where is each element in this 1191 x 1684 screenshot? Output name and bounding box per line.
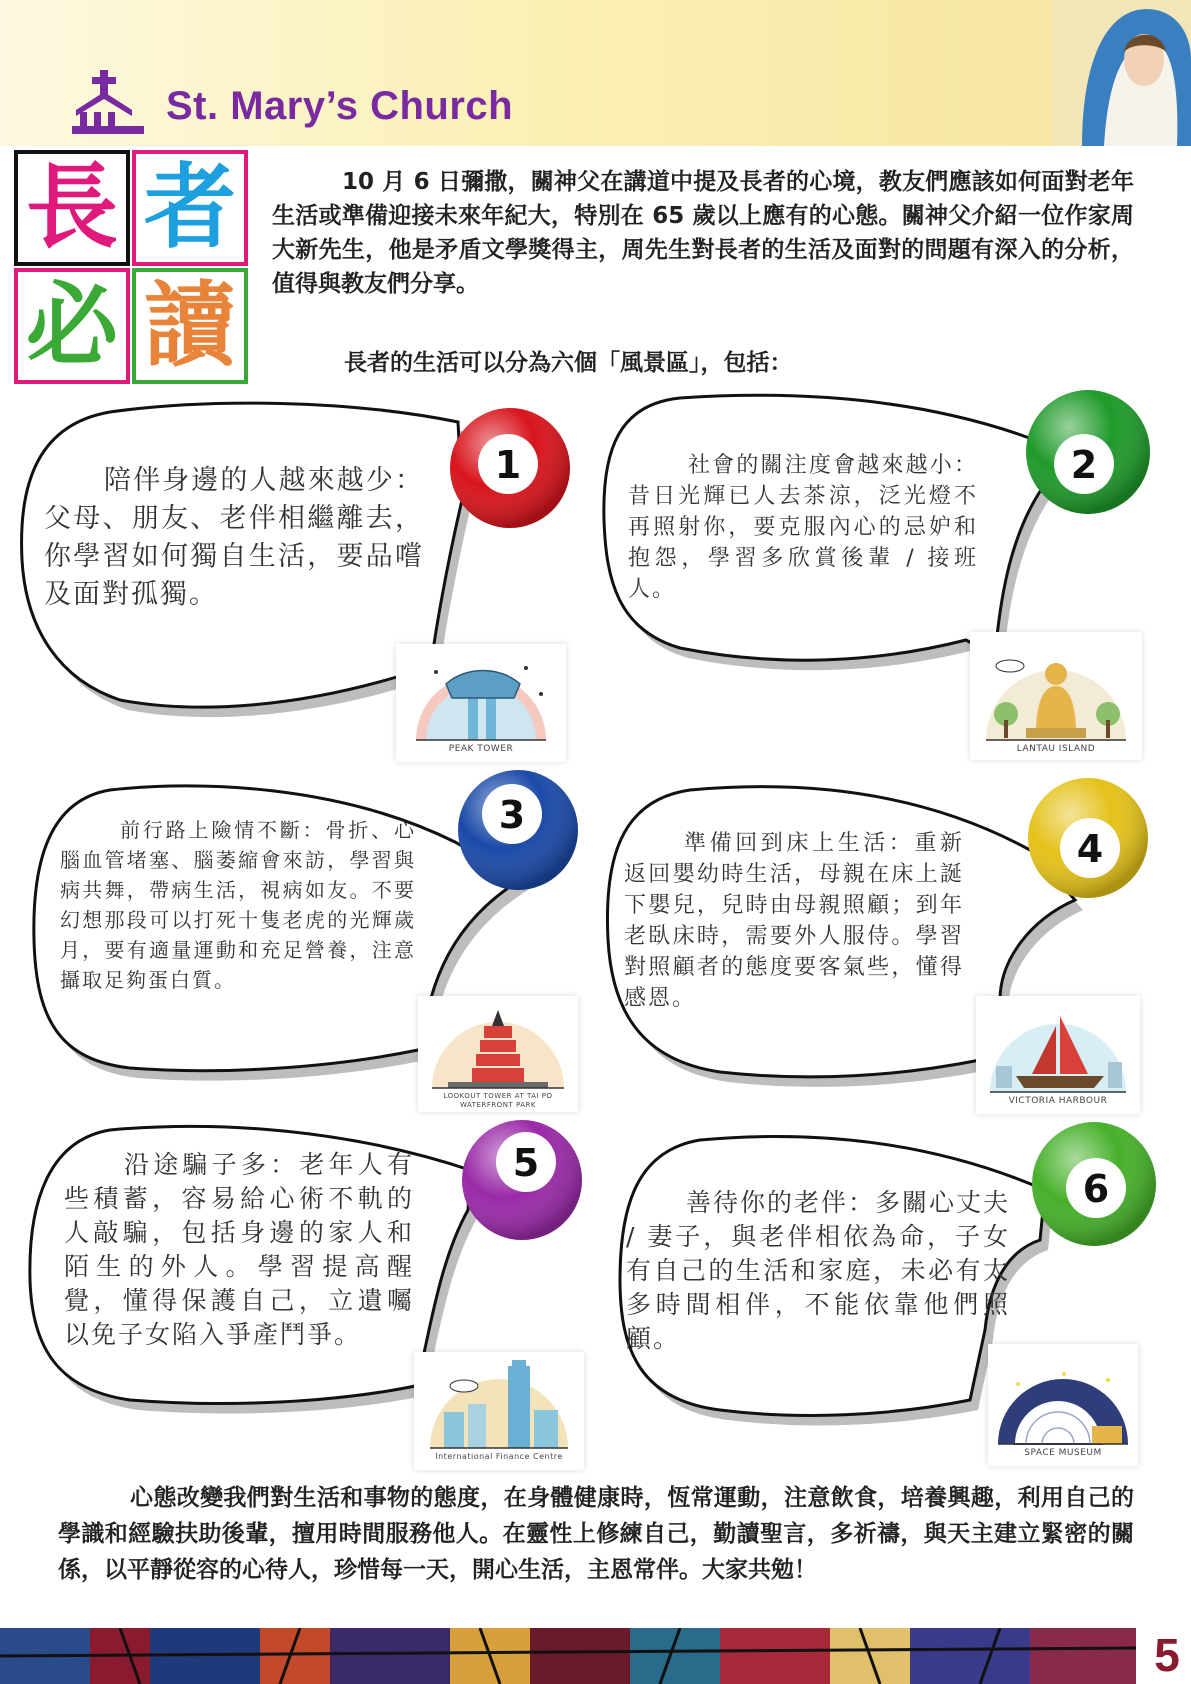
landmark-card-1 xyxy=(396,644,566,762)
lottery-ball-1 xyxy=(450,408,570,528)
page-number: 5 xyxy=(1154,1629,1180,1681)
church-name: St. Mary’s Church xyxy=(166,84,514,128)
section-subhead: 長者的生活可以分為六個「風景區」，包括： xyxy=(344,350,793,376)
title-char-4: 讀 xyxy=(132,268,248,384)
section-2-text: 社會的關注度會越來越小：昔日光輝已人去茶涼，泛光燈不再照射你，要克服內心的忌妒和抱怨，學習多欣賞後輩 / 接班人。 xyxy=(628,453,978,602)
lottery-ball-4 xyxy=(1028,778,1148,898)
lottery-ball-5 xyxy=(462,1120,582,1240)
lottery-ball-3 xyxy=(458,770,578,890)
big-buddha-icon xyxy=(970,632,1142,760)
landmark-card-4 xyxy=(976,996,1140,1114)
svg-text:3: 3 xyxy=(498,793,526,837)
closing-paragraph xyxy=(58,1480,1134,1588)
intro-text: 10 月 6 日彌撒，關神父在講道中提及長者的心境，教友們應該如何面對老年生活或準備迎接未來年紀大，特別在 65 歲以上應有的心態。關神父介紹一位作家周大新先生，他是矛盾文學獎得主，周先生對長者的生活及面對的問題有深入的分析，值得與教友們分享。 xyxy=(272,169,1134,297)
svg-text:1: 1 xyxy=(494,443,522,487)
svg-text:5: 5 xyxy=(512,1141,540,1185)
svg-text:2: 2 xyxy=(1070,443,1098,487)
landmark-label-3: LOOKOUT TOWER AT TAI PO WATERFRONT PARK xyxy=(443,1092,553,1109)
landmark-label-1: PEAK TOWER xyxy=(448,744,514,754)
landmark-label-5: International Finance Centre xyxy=(435,1452,563,1461)
landmark-label-2: LANTAU ISLAND xyxy=(1016,744,1096,754)
landmark-card-3 xyxy=(418,996,578,1112)
svg-text:6: 6 xyxy=(1082,1167,1110,1211)
lottery-ball-6 xyxy=(1032,1122,1156,1246)
closing-text: 心態改變我們對生活和事物的態度，在身體健康時，恆常運動，注意飲食，培養興趣，利用自己的學識和經驗扶助後輩，擅用時間服務他人。在靈性上修練自己，勤讀聖言，多祈禱，與天主建立緊密的關係，以平靜從容的心待人，珍惜每一天，開心生活，主恩常伴。大家共勉！ xyxy=(58,1485,1134,1583)
lottery-ball-2 xyxy=(1026,390,1150,514)
landmark-card-2 xyxy=(970,632,1142,760)
section-3-text: 前行路上險情不斷：骨折、心腦血管堵塞、腦萎縮會來訪，學習與病共舞，帶病生活，視病如友。不要幻想那段可以打死十隻老虎的光輝歲月，要有適量運動和充足營養，注意攝取足夠蛋白質。 xyxy=(60,818,416,992)
section-6-text: 善待你的老伴：多關心丈夫 / 妻子，與老伴相依為命，子女有自己的生活和家庭，未必有太多時間相伴，不能依靠他們照顧。 xyxy=(626,1188,1011,1353)
section-1-text: 陪伴身邊的人越來越少：父母、朋友、老伴相繼離去，你學習如何獨自生活，要品嚐及面對孤獨。 xyxy=(44,465,424,610)
svg-text:4: 4 xyxy=(1076,827,1104,871)
landmark-card-6 xyxy=(988,1344,1138,1466)
section-4-text: 準備回到床上生活：重新返回嬰幼時生活，母親在床上誕下嬰兒，兒時由母親照顧；到年老臥床時，需要外人服侍。學習對照顧者的態度要客氣些，懂得感恩。 xyxy=(624,831,964,1011)
title-char-3: 必 xyxy=(14,268,130,384)
title-char-2: 者 xyxy=(132,150,248,266)
landmark-card-5 xyxy=(414,1352,584,1470)
section-5-text: 沿途騙子多：老年人有些積蓄，容易給心術不軌的人敲騙，包括身邊的家人和陌生的外人。學習提高醒覺，懂得保護自己，立遺囑以免子女陷入爭產鬥爭。 xyxy=(64,1150,414,1349)
landmark-label-6: SPACE MUSEUM xyxy=(1024,1448,1102,1458)
title-char-1: 長 xyxy=(14,150,130,266)
stained-glass-band xyxy=(0,1628,1136,1684)
landmark-label-4: VICTORIA HARBOUR xyxy=(1008,1096,1108,1106)
